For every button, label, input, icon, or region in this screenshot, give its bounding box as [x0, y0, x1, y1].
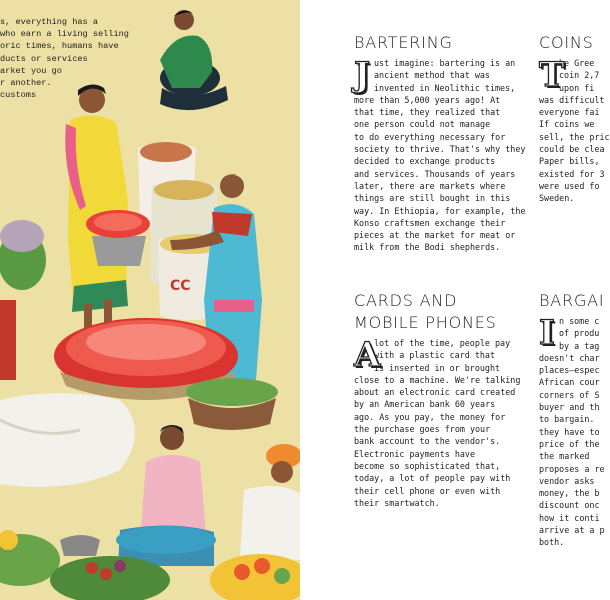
- text-line: things are still bought in this: [354, 193, 511, 204]
- text-line: money, the b: [539, 488, 600, 499]
- text-line: bank account to the vendor's.: [354, 436, 501, 447]
- heading-cards-line2: MOBILE PHONES: [354, 313, 497, 332]
- text-line: that time, they realized that: [354, 107, 501, 118]
- svg-text:CC: CC: [170, 278, 191, 294]
- text-line: milk from the Bodi shepherds.: [354, 242, 501, 253]
- heading-bargaining: BARGAI: [539, 291, 605, 310]
- text-line: doesn't char: [539, 352, 600, 363]
- dropcap-t: T: [539, 55, 565, 95]
- text-line: about an electronic card created: [354, 387, 516, 398]
- text-line: Paper bills,: [539, 156, 600, 167]
- text-line: the marked: [539, 451, 590, 462]
- section-coins: [539, 32, 610, 205]
- text-line: could be clea: [539, 144, 605, 155]
- text-line: both.: [539, 537, 565, 548]
- text-line: coin 2,7: [559, 70, 600, 81]
- cards-text: [354, 337, 528, 509]
- text-line: close to a machine. We're talking: [354, 374, 521, 385]
- text-line: by an American bank 60 years: [354, 399, 496, 410]
- bartering-text: [354, 57, 528, 254]
- text-line: Sweden.: [539, 193, 575, 204]
- text-line: proposes a re: [539, 463, 605, 474]
- text-line: their smartwatch.: [354, 497, 440, 508]
- bargaining-body: [539, 313, 605, 549]
- text-line: with a plastic card that: [374, 350, 496, 361]
- text-line: to do everything necessary for: [354, 131, 506, 142]
- text-line: of produ: [559, 328, 600, 339]
- intro-line: arket you go: [0, 65, 62, 76]
- text-line: is inserted in or brought: [374, 362, 501, 373]
- dropcap-a: A: [354, 335, 381, 375]
- section-bargaining: [539, 290, 605, 549]
- text-line: ago. As you pay, the money for: [354, 411, 506, 422]
- text-line: ust imagine: bartering is an: [374, 58, 516, 68]
- text-line: corners of S: [539, 389, 600, 400]
- text-line: n some c: [559, 316, 600, 326]
- intro-line: who earn a living selling: [0, 29, 129, 40]
- text-line: today, a lot of people pay with: [354, 473, 511, 484]
- coins-body: [539, 55, 610, 205]
- text-line: lot of the time, people pay: [374, 338, 511, 348]
- text-line: arrive at a p: [539, 525, 605, 536]
- text-line: African cour: [539, 377, 600, 388]
- text-line: way. In Ethiopia, for example, the: [354, 205, 526, 216]
- text-line: their cell phone or even with: [354, 485, 501, 496]
- text-line: discount onc: [539, 500, 600, 511]
- text-line: everyone fai: [539, 107, 600, 118]
- heading-coins: COINS: [539, 33, 594, 52]
- text-line: invented in Neolithic times,: [374, 82, 516, 93]
- text-line: price of the: [539, 438, 600, 449]
- text-line: was difficult: [539, 94, 605, 105]
- text-line: pieces at the market for meat or: [354, 230, 516, 241]
- text-line: to bargain.: [539, 414, 595, 425]
- text-line: and services. Thousands of years: [354, 168, 516, 179]
- text-line: Electronic payments have: [354, 448, 476, 459]
- text-line: decided to exchange products: [354, 156, 496, 167]
- text-line: places—espec: [539, 365, 600, 376]
- text-line: buyer and th: [539, 402, 600, 413]
- text-line: ancient method that was: [374, 70, 490, 81]
- heading-bartering: BARTERING: [354, 33, 453, 52]
- cards-body: [354, 337, 528, 509]
- illustration-page: [0, 0, 300, 600]
- intro-line: oric times, humans have: [0, 41, 119, 52]
- intro-line: customs: [0, 90, 37, 101]
- text-line: sell, the pric: [539, 131, 610, 142]
- text-line: more than 5,000 years ago! At: [354, 94, 501, 105]
- bartering-body: [354, 57, 528, 254]
- intro-text: [0, 16, 128, 101]
- text-line: he Gree: [559, 58, 595, 68]
- intro-line: s, everything has a: [0, 17, 98, 27]
- text-line: society to thrive. That's why they: [354, 144, 526, 155]
- dropcap-i: I: [539, 313, 555, 353]
- text-line: were used fo: [539, 180, 600, 191]
- text-line: how it conti: [539, 512, 600, 523]
- section-bartering: [354, 32, 528, 254]
- section-cards: [354, 290, 528, 509]
- text-line: one person could not manage: [354, 119, 491, 130]
- text-line: vendor asks: [539, 475, 595, 486]
- green-produce-basket: [186, 378, 278, 430]
- text-page: [300, 0, 610, 600]
- text-line: If coins we: [539, 119, 595, 130]
- text-line: upon fi: [559, 82, 595, 93]
- text-line: later, there are markets where: [354, 180, 506, 191]
- text-line: Konso craftsmen exchange their: [354, 217, 506, 228]
- intro-line: r another.: [0, 78, 52, 89]
- text-line: the purchase goes from your: [354, 424, 491, 435]
- intro-line: ducts or services: [0, 53, 88, 64]
- text-line: by a tag: [559, 340, 600, 351]
- dropcap-j: J: [354, 55, 371, 95]
- text-line: they have to: [539, 426, 600, 437]
- text-line: existed for 3: [539, 168, 605, 179]
- text-line: become so sophisticated that,: [354, 460, 501, 471]
- heading-cards-line1: CARDS AND: [354, 291, 458, 310]
